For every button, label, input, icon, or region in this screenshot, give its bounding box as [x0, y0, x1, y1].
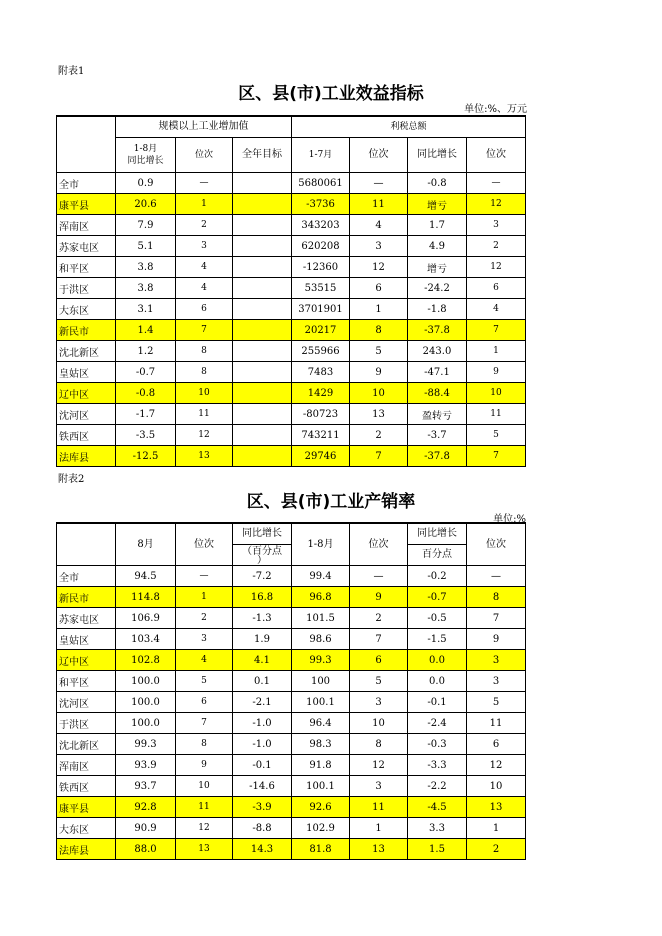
region-name-cell: 铁西区: [57, 425, 116, 446]
target-cell: [233, 278, 292, 299]
chg-cell: 4.1: [233, 650, 292, 671]
grank-cell: 5: [467, 425, 526, 446]
crank-cell: 7: [467, 608, 526, 629]
total-cell: 20217: [292, 320, 350, 341]
table1-efficiency: [56, 115, 526, 467]
rank-cell: 10: [176, 776, 233, 797]
target-cell: [233, 383, 292, 404]
region-name-cell: 皇姑区: [57, 362, 116, 383]
aug-cell: 102.8: [116, 650, 176, 671]
table-row: [57, 362, 526, 383]
trank-cell: 12: [350, 257, 408, 278]
trank-cell: 5: [350, 341, 408, 362]
ytd-cell: 101.5: [292, 608, 350, 629]
ychg-cell: -0.7: [408, 587, 467, 608]
region-name-cell: 康平县: [57, 194, 116, 215]
total-cell: 53515: [292, 278, 350, 299]
tgrowth-cell: -47.1: [408, 362, 467, 383]
header-yoy-points: 同比增长 （百分点 ）: [233, 523, 292, 566]
region-name-cell: 沈北新区: [57, 341, 116, 362]
trank-cell: 11: [350, 194, 408, 215]
table1-unit: 单位:%、万元: [464, 104, 527, 115]
target-cell: [233, 236, 292, 257]
region-name-cell: 法库县: [57, 446, 116, 467]
total-cell: 5680061: [292, 173, 350, 194]
ychg-cell: -0.3: [408, 734, 467, 755]
table-row: [57, 692, 526, 713]
table-row: [57, 194, 526, 215]
grank-cell: 9: [467, 362, 526, 383]
yrank-cell: 11: [350, 797, 408, 818]
rank-cell: 4: [176, 650, 233, 671]
growth-cell: -0.8: [116, 383, 176, 404]
tgrowth-cell: 增亏: [408, 257, 467, 278]
total-cell: -80723: [292, 404, 350, 425]
ytd-cell: 99.3: [292, 650, 350, 671]
header-jan-jul: 1-7月: [292, 138, 350, 173]
target-cell: [233, 404, 292, 425]
ytd-cell: 98.3: [292, 734, 350, 755]
region-name-cell: 大东区: [57, 299, 116, 320]
table-row: [57, 587, 526, 608]
total-cell: 3701901: [292, 299, 350, 320]
aug-cell: 106.9: [116, 608, 176, 629]
header-yoy-growth: 同比增长: [408, 138, 467, 173]
tgrowth-cell: -37.8: [408, 320, 467, 341]
region-name-cell: 铁西区: [57, 776, 116, 797]
region-name-cell: 全市: [57, 173, 116, 194]
rank-cell: 3: [176, 236, 233, 257]
yrank-cell: 5: [350, 671, 408, 692]
crank-cell: 3: [467, 671, 526, 692]
chg-cell: -1.3: [233, 608, 292, 629]
table-row: [57, 341, 526, 362]
total-cell: 620208: [292, 236, 350, 257]
table-row: [57, 734, 526, 755]
tgrowth-cell: 盈转亏: [408, 404, 467, 425]
crank-cell: —: [467, 566, 526, 587]
yrank-cell: 13: [350, 839, 408, 860]
tgrowth-cell: 增亏: [408, 194, 467, 215]
region-name-cell: 于洪区: [57, 278, 116, 299]
growth-cell: 3.8: [116, 278, 176, 299]
table2-sales-rate: [56, 522, 526, 860]
ytd-cell: 91.8: [292, 755, 350, 776]
chg-cell: 1.9: [233, 629, 292, 650]
ychg-cell: 0.0: [408, 671, 467, 692]
region-name-cell: 浑南区: [57, 215, 116, 236]
ychg-cell: -4.5: [408, 797, 467, 818]
chg-cell: 14.3: [233, 839, 292, 860]
table-row: [57, 566, 526, 587]
target-cell: [233, 320, 292, 341]
trank-cell: 13: [350, 404, 408, 425]
region-name-cell: 和平区: [57, 257, 116, 278]
chg-cell: 0.1: [233, 671, 292, 692]
table-row: [57, 257, 526, 278]
tgrowth-cell: 1.7: [408, 215, 467, 236]
total-cell: -12360: [292, 257, 350, 278]
region-name-cell: 和平区: [57, 671, 116, 692]
crank-cell: 12: [467, 755, 526, 776]
crank-cell: 2: [467, 839, 526, 860]
trank-cell: 8: [350, 320, 408, 341]
total-cell: 743211: [292, 425, 350, 446]
table-row: [57, 446, 526, 467]
growth-cell: 1.4: [116, 320, 176, 341]
grank-cell: 12: [467, 257, 526, 278]
aug-cell: 93.9: [116, 755, 176, 776]
table2-title: 区、县(市)工业产销率: [246, 492, 416, 512]
table-row: [57, 839, 526, 860]
ytd-cell: 92.6: [292, 797, 350, 818]
total-cell: -3736: [292, 194, 350, 215]
trank-cell: 9: [350, 362, 408, 383]
rank-cell: 4: [176, 257, 233, 278]
aug-cell: 93.7: [116, 776, 176, 797]
region-name-cell: 新民市: [57, 587, 116, 608]
rank-cell: 8: [176, 362, 233, 383]
chg-cell: -2.1: [233, 692, 292, 713]
region-name-cell: 苏家屯区: [57, 236, 116, 257]
aug-cell: 94.5: [116, 566, 176, 587]
table-row: [57, 236, 526, 257]
aug-cell: 99.3: [116, 734, 176, 755]
grank-cell: —: [467, 173, 526, 194]
region-name-cell: 康平县: [57, 797, 116, 818]
trank-cell: 2: [350, 425, 408, 446]
trank-cell: —: [350, 173, 408, 194]
rank-cell: —: [176, 566, 233, 587]
target-cell: [233, 215, 292, 236]
ychg-cell: 3.3: [408, 818, 467, 839]
crank-cell: 1: [467, 818, 526, 839]
rank-cell: 5: [176, 671, 233, 692]
target-cell: [233, 341, 292, 362]
target-cell: [233, 173, 292, 194]
total-cell: 7483: [292, 362, 350, 383]
rank-cell: 6: [176, 299, 233, 320]
crank-cell: 10: [467, 776, 526, 797]
ytd-cell: 102.9: [292, 818, 350, 839]
rank-cell: 8: [176, 341, 233, 362]
annex-label-2: 附表2: [58, 474, 85, 485]
total-cell: 1429: [292, 383, 350, 404]
yrank-cell: 8: [350, 734, 408, 755]
table-row: [57, 755, 526, 776]
growth-cell: 0.9: [116, 173, 176, 194]
ychg-cell: -0.5: [408, 608, 467, 629]
crank-cell: 5: [467, 692, 526, 713]
region-name-cell: 沈河区: [57, 404, 116, 425]
trank-cell: 7: [350, 446, 408, 467]
crank-cell: 6: [467, 734, 526, 755]
ytd-cell: 96.8: [292, 587, 350, 608]
chg-cell: -1.0: [233, 734, 292, 755]
tgrowth-cell: -37.8: [408, 446, 467, 467]
trank-cell: 10: [350, 383, 408, 404]
chg-cell: -3.9: [233, 797, 292, 818]
aug-cell: 100.0: [116, 671, 176, 692]
table-row: [57, 299, 526, 320]
yrank-cell: 1: [350, 818, 408, 839]
region-name-cell: 浑南区: [57, 755, 116, 776]
grank-cell: 1: [467, 341, 526, 362]
growth-cell: -12.5: [116, 446, 176, 467]
yrank-cell: —: [350, 566, 408, 587]
yrank-cell: 12: [350, 755, 408, 776]
rank-cell: 13: [176, 446, 233, 467]
tgrowth-cell: -24.2: [408, 278, 467, 299]
header-annual-target: 全年目标: [233, 138, 292, 173]
header-growth-jan-aug: 1-8月 同比增长: [116, 138, 176, 173]
growth-cell: 20.6: [116, 194, 176, 215]
table-row: [57, 215, 526, 236]
rank-cell: —: [176, 173, 233, 194]
table-row: [57, 404, 526, 425]
corner-cell: [57, 116, 116, 173]
ychg-cell: -2.4: [408, 713, 467, 734]
crank-cell: 3: [467, 650, 526, 671]
table2-unit: 单位:%: [493, 514, 526, 525]
table-row: [57, 608, 526, 629]
yrank-cell: 2: [350, 608, 408, 629]
header-rank: 位次: [467, 523, 526, 566]
table-row: [57, 320, 526, 341]
crank-cell: 8: [467, 587, 526, 608]
target-cell: [233, 194, 292, 215]
rank-cell: 7: [176, 713, 233, 734]
target-cell: [233, 425, 292, 446]
chg-cell: -1.0: [233, 713, 292, 734]
crank-cell: 9: [467, 629, 526, 650]
aug-cell: 90.9: [116, 818, 176, 839]
rank-cell: 1: [176, 587, 233, 608]
ytd-cell: 98.6: [292, 629, 350, 650]
header-yoy-growth: 同比增长: [408, 523, 467, 545]
yrank-cell: 7: [350, 629, 408, 650]
target-cell: [233, 446, 292, 467]
total-cell: 255966: [292, 341, 350, 362]
table-row: [57, 713, 526, 734]
rank-cell: 2: [176, 215, 233, 236]
header-rank: 位次: [176, 138, 233, 173]
rank-cell: 13: [176, 839, 233, 860]
header-percentage-points: 百分点: [408, 545, 467, 566]
aug-cell: 100.0: [116, 713, 176, 734]
grank-cell: 4: [467, 299, 526, 320]
header-rank: 位次: [467, 138, 526, 173]
region-name-cell: 辽中区: [57, 383, 116, 404]
table-row: [57, 797, 526, 818]
region-name-cell: 法库县: [57, 839, 116, 860]
growth-cell: 5.1: [116, 236, 176, 257]
tgrowth-cell: -0.8: [408, 173, 467, 194]
crank-cell: 11: [467, 713, 526, 734]
table-row: [57, 671, 526, 692]
grank-cell: 12: [467, 194, 526, 215]
region-name-cell: 辽中区: [57, 650, 116, 671]
tgrowth-cell: -88.4: [408, 383, 467, 404]
rank-cell: 1: [176, 194, 233, 215]
region-name-cell: 于洪区: [57, 713, 116, 734]
crank-cell: 13: [467, 797, 526, 818]
ytd-cell: 100: [292, 671, 350, 692]
ychg-cell: -0.1: [408, 692, 467, 713]
grank-cell: 2: [467, 236, 526, 257]
chg-cell: -14.6: [233, 776, 292, 797]
table-row: [57, 650, 526, 671]
growth-cell: -3.5: [116, 425, 176, 446]
growth-cell: 7.9: [116, 215, 176, 236]
ytd-cell: 99.4: [292, 566, 350, 587]
grank-cell: 11: [467, 404, 526, 425]
header-august: 8月: [116, 523, 176, 566]
tgrowth-cell: -3.7: [408, 425, 467, 446]
header-jan-aug: 1-8月: [292, 523, 350, 566]
yrank-cell: 6: [350, 650, 408, 671]
rank-cell: 7: [176, 320, 233, 341]
header-value-added: 规模以上工业增加值: [116, 116, 292, 138]
table-row: [57, 425, 526, 446]
growth-cell: 3.1: [116, 299, 176, 320]
rank-cell: 4: [176, 278, 233, 299]
aug-cell: 103.4: [116, 629, 176, 650]
growth-cell: -0.7: [116, 362, 176, 383]
region-name-cell: 沈北新区: [57, 734, 116, 755]
yrank-cell: 9: [350, 587, 408, 608]
ychg-cell: -2.2: [408, 776, 467, 797]
yrank-cell: 10: [350, 713, 408, 734]
region-name-cell: 大东区: [57, 818, 116, 839]
aug-cell: 114.8: [116, 587, 176, 608]
tgrowth-cell: 4.9: [408, 236, 467, 257]
tgrowth-cell: -1.8: [408, 299, 467, 320]
target-cell: [233, 299, 292, 320]
table-row: [57, 776, 526, 797]
table1-title: 区、县(市)工业效益指标: [238, 84, 424, 104]
table-row: [57, 629, 526, 650]
ytd-cell: 81.8: [292, 839, 350, 860]
trank-cell: 3: [350, 236, 408, 257]
annex-label-1: 附表1: [58, 66, 85, 77]
rank-cell: 6: [176, 692, 233, 713]
rank-cell: 11: [176, 797, 233, 818]
region-name-cell: 皇姑区: [57, 629, 116, 650]
grank-cell: 3: [467, 215, 526, 236]
yrank-cell: 3: [350, 776, 408, 797]
growth-cell: -1.7: [116, 404, 176, 425]
rank-cell: 11: [176, 404, 233, 425]
rank-cell: 12: [176, 425, 233, 446]
trank-cell: 6: [350, 278, 408, 299]
chg-cell: -7.2: [233, 566, 292, 587]
ychg-cell: -1.5: [408, 629, 467, 650]
trank-cell: 1: [350, 299, 408, 320]
rank-cell: 2: [176, 608, 233, 629]
yrank-cell: 3: [350, 692, 408, 713]
rank-cell: 12: [176, 818, 233, 839]
ychg-cell: -3.3: [408, 755, 467, 776]
growth-cell: 1.2: [116, 341, 176, 362]
chg-cell: 16.8: [233, 587, 292, 608]
header-profit-tax: 利税总额: [292, 116, 526, 138]
ytd-cell: 100.1: [292, 692, 350, 713]
table-row: [57, 383, 526, 404]
chg-cell: -8.8: [233, 818, 292, 839]
header-rank: 位次: [350, 523, 408, 566]
target-cell: [233, 362, 292, 383]
rank-cell: 8: [176, 734, 233, 755]
total-cell: 29746: [292, 446, 350, 467]
aug-cell: 88.0: [116, 839, 176, 860]
growth-cell: 3.8: [116, 257, 176, 278]
trank-cell: 4: [350, 215, 408, 236]
ychg-cell: -0.2: [408, 566, 467, 587]
table-row: [57, 278, 526, 299]
table-row: [57, 818, 526, 839]
grank-cell: 7: [467, 320, 526, 341]
total-cell: 343203: [292, 215, 350, 236]
header-rank: 位次: [176, 523, 233, 566]
grank-cell: 6: [467, 278, 526, 299]
ychg-cell: 1.5: [408, 839, 467, 860]
rank-cell: 3: [176, 629, 233, 650]
region-name-cell: 苏家屯区: [57, 608, 116, 629]
header-rank: 位次: [350, 138, 408, 173]
chg-cell: -0.1: [233, 755, 292, 776]
ychg-cell: 0.0: [408, 650, 467, 671]
corner-cell: [57, 523, 116, 566]
table-row: [57, 173, 526, 194]
region-name-cell: 新民市: [57, 320, 116, 341]
target-cell: [233, 257, 292, 278]
tgrowth-cell: 243.0: [408, 341, 467, 362]
aug-cell: 92.8: [116, 797, 176, 818]
grank-cell: 7: [467, 446, 526, 467]
aug-cell: 100.0: [116, 692, 176, 713]
rank-cell: 10: [176, 383, 233, 404]
grank-cell: 10: [467, 383, 526, 404]
region-name-cell: 沈河区: [57, 692, 116, 713]
rank-cell: 9: [176, 755, 233, 776]
region-name-cell: 全市: [57, 566, 116, 587]
ytd-cell: 96.4: [292, 713, 350, 734]
ytd-cell: 100.1: [292, 776, 350, 797]
